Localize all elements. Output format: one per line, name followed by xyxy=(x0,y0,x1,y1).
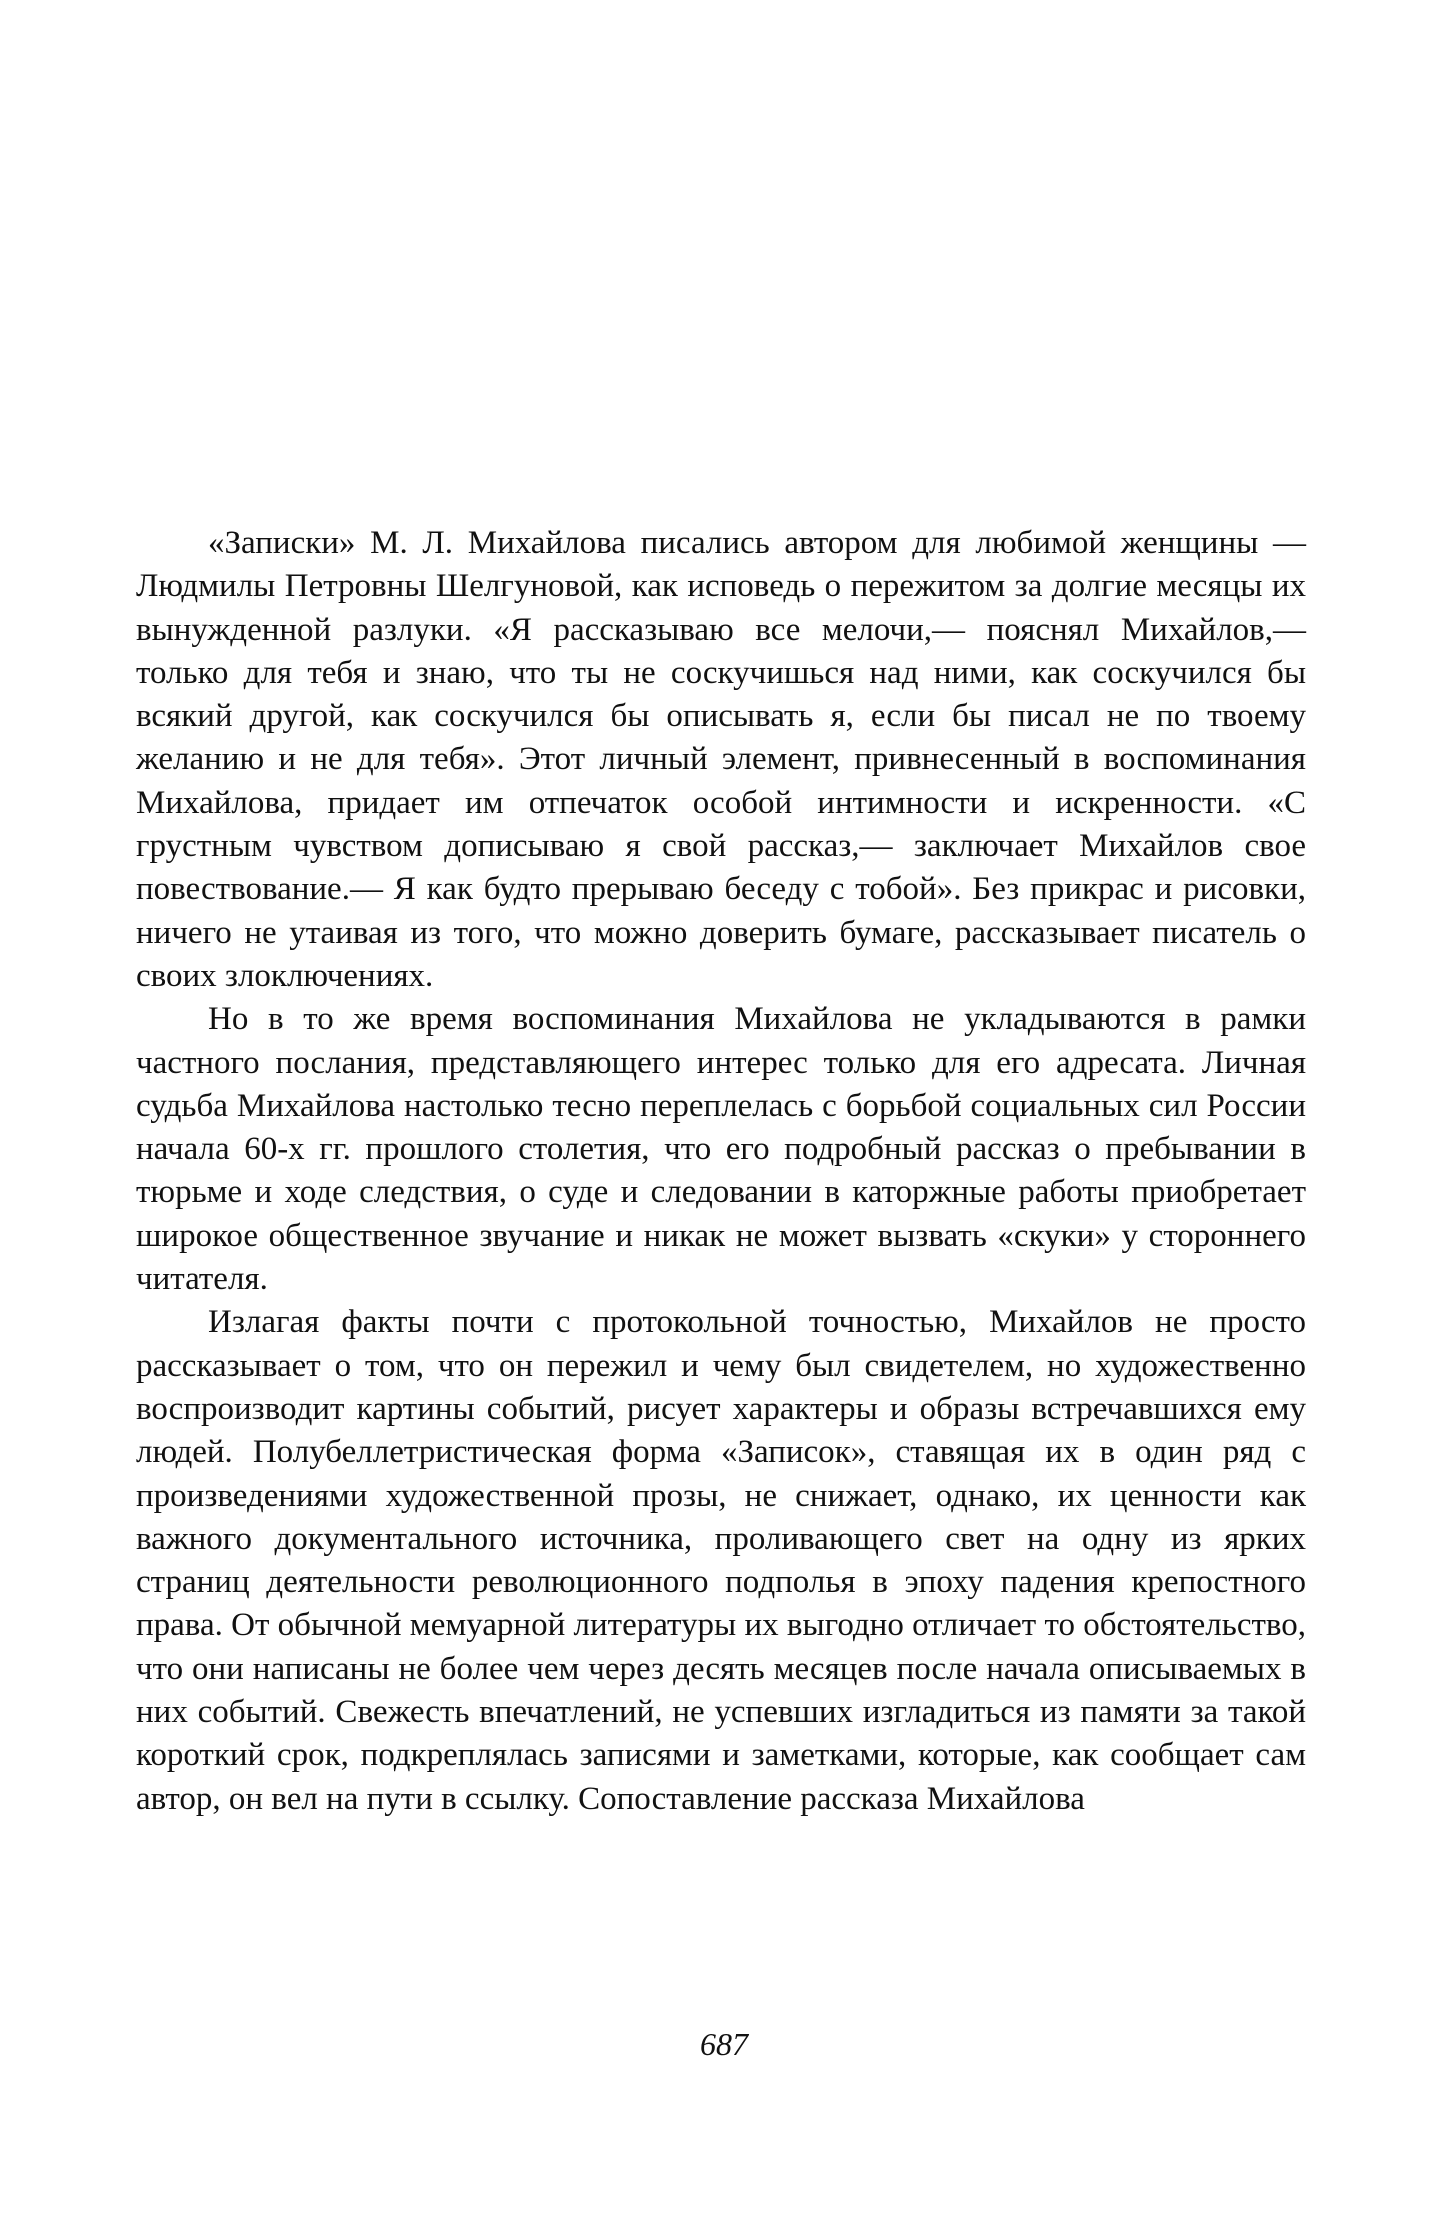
paragraph-3: Излагая факты почти с протокольной точностью, Михайлов не просто рассказывает о том, что он пережил и чему был свидетелем, но художественно воспроизводит картины событий, рисует характеры и образы встречавшихся ему людей. Полубеллетристическая форма «Записок», ставящая их в один ряд с произведениями художественной прозы, не снижает, однако, их ценности как важного документального источника, проливающего свет на одну из ярких страниц деятельности революционного подполья в эпоху падения крепостного права. От обычной мемуарной литературы их выгодно отличает то обстоятельство, что они написаны не более чем через десять месяцев после начала описываемых в них событий. Свежесть впечатлений, не успевших изгладиться из памяти за такой короткий срок, подкреплялась записями и заметками, которые, как сообщает сам автор, он вел на пути в ссылку. Сопоставление рассказа Михайлова xyxy=(136,1304,1306,1817)
body-text xyxy=(136,522,1306,1821)
page-number: 687 xyxy=(700,2026,748,2062)
paragraph-1: «Записки» М. Л. Михайлова писались автором для любимой женщины — Людмилы Петровны Шелгуновой, как исповедь о пережитом за долгие месяцы их вынужденной разлуки. «Я рассказываю все мелочи,— пояснял Михайлов,— только для тебя и знаю, что ты не соскучишься над ними, как соскучился бы всякий другой, как соскучился бы описывать я, если бы писал не по твоему желанию и не для тебя». Этот личный элемент, привнесенный в воспоминания Михайлова, придает им отпечаток особой интимности и искренности. «С грустным чувством дописываю я свой рассказ,— заключает Михайлов свое повествование.— Я как будто прерываю беседу с тобой». Без прикрас и рисовки, ничего не утаивая из того, что можно доверить бумаге, рассказывает писатель о своих злоключениях. xyxy=(136,525,1306,994)
paragraph-2: Но в то же время воспоминания Михайлова не укладываются в рамки частного послания, представляющего интерес только для его адресата. Личная судьба Михайлова настолько тесно переплелась с борьбой социальных сил России начала 60-х гг. прошлого столетия, что его подробный рассказ о пребывании в тюрьме и ходе следствия, о суде и следовании в каторжные работы приобретает широкое общественное звучание и никак не может вызвать «скуки» у стороннего читателя. xyxy=(136,1001,1306,1298)
